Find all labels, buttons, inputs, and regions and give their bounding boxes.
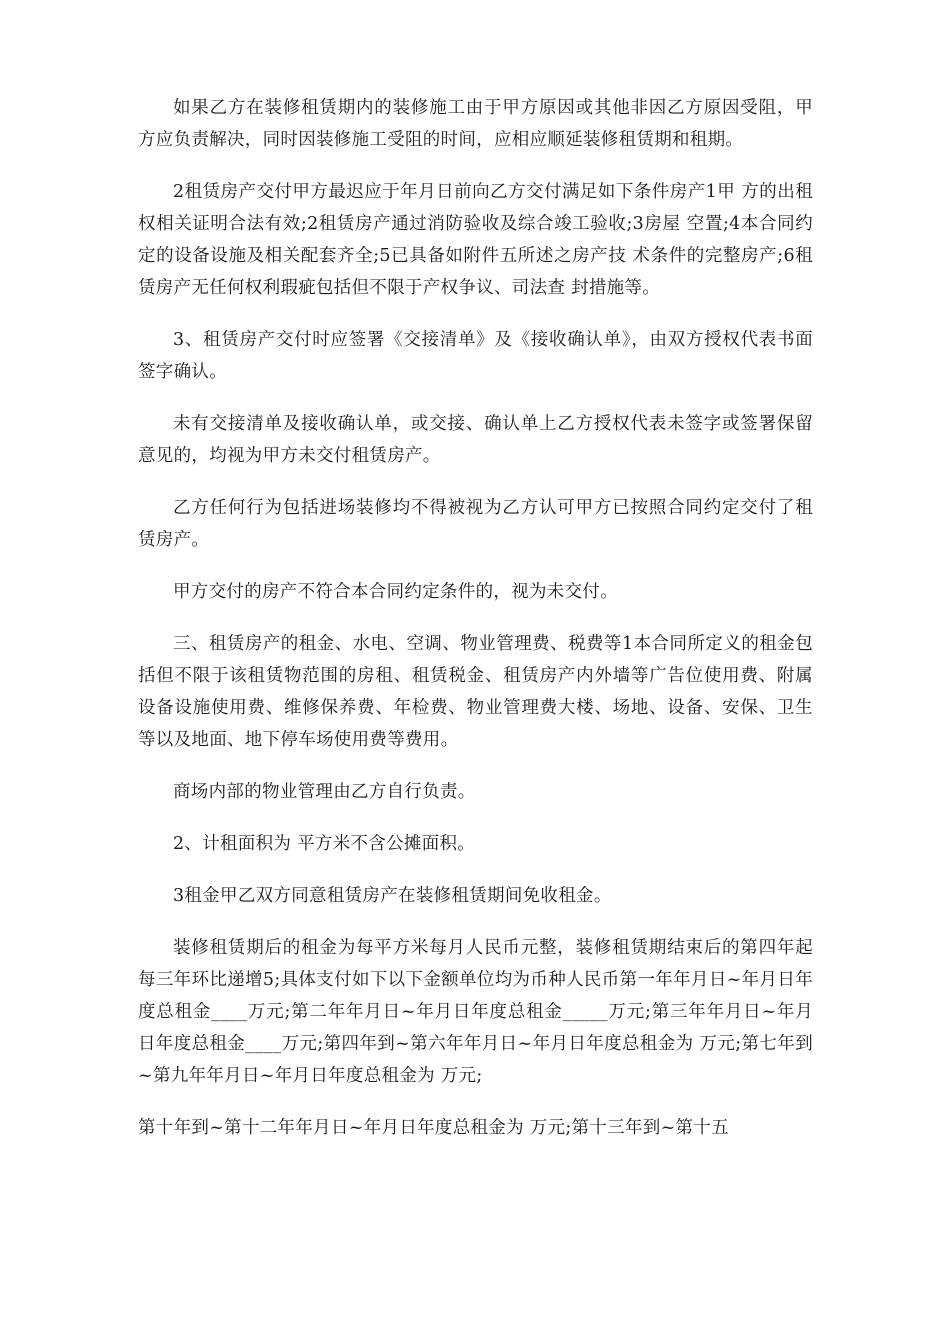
paragraph: 商场内部的物业管理由乙方自行负责。: [173, 782, 476, 802]
paragraph: 甲方交付的房产不符合本合同约定条件的，视为未交付。: [173, 582, 618, 602]
paragraph: 2、计租面积为 平方米不含公摊面积。: [173, 834, 476, 854]
paragraph: 2租赁房产交付甲方最迟应于年月日前向乙方交付满足如下条件房产1甲 方的出租权相关证明合法有效;2租赁房产通过消防验收及综合竣工验收;3房屋 空置;4本合同约定的设备设施及相关配套齐全;5已具备如附件五所述之房产技 术条件的完整房产;6租赁房产无任何权利瑕疵包括但不限于产权争议、司法查 封措施等。: [138, 182, 813, 298]
paragraph: 第十年到~第十二年年月日~年月日年度总租金为 万元;第十三年到~第十五: [138, 1118, 729, 1138]
paragraph: 如果乙方在装修租赁期内的装修施工由于甲方原因或其他非因乙方原因受阻，甲方应负责解决，同时因装修施工受阻的时间，应相应顺延装修租赁期和租期。: [138, 98, 813, 150]
paragraph: 装修租赁期后的租金为每平方米每月人民币元整，装修租赁期结束后的第四年起每三年环比递增5;具体支付如下以下金额单位均为币种人民币第一年年月日~年月日年度总租金____万元;第二年年月日~年月日年度总租金_____万元;第三年年月日~年月日年度总租金____万元;第四年到~第六年年月日~年月日年度总租金为 万元;第七年到~第九年年月日~年月日年度总租金为 万元;: [138, 938, 813, 1086]
paragraph: 乙方任何行为包括进场装修均不得被视为乙方认可甲方已按照合同约定交付了租赁房产。: [138, 498, 813, 550]
document-body: [138, 92, 813, 1164]
paragraph: 3租金甲乙双方同意租赁房产在装修租赁期间免收租金。: [173, 886, 612, 906]
paragraph: 未有交接清单及接收确认单，或交接、确认单上乙方授权代表未签字或签署保留意见的，均视为甲方未交付租赁房产。: [138, 414, 813, 466]
paragraph: 三、租赁房产的租金、水电、空调、物业管理费、税费等1本合同所定义的租金包括但不限于该租赁物范围的房租、租赁税金、租赁房产内外墙等广告位使用费、附属设备设施使用费、维修保养费、年检费、物业管理费大楼、场地、设备、安保、卫生等以及地面、地下停车场使用费等费用。: [138, 634, 813, 750]
paragraph: 3、租赁房产交付时应签署《交接清单》及《接收确认单》，由双方授权代表书面签字确认。: [138, 330, 813, 382]
